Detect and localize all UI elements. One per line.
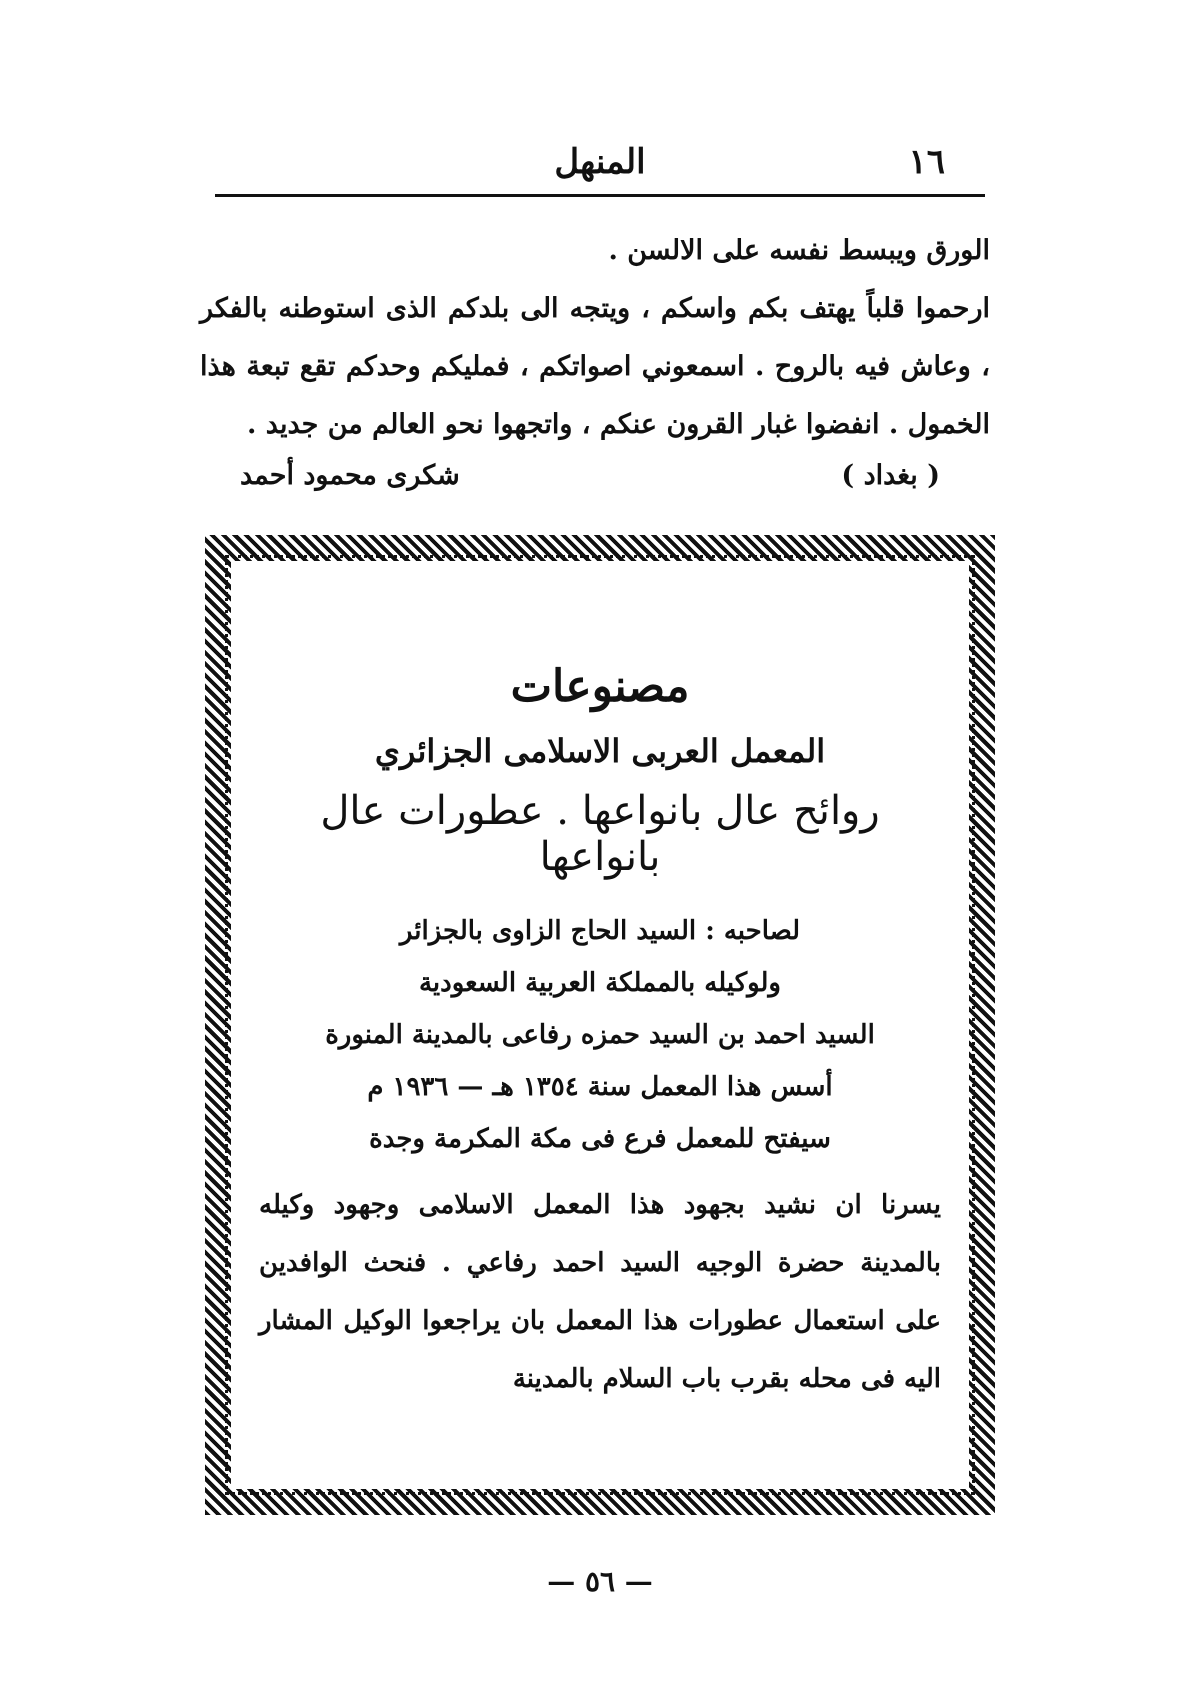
ad-tagline: روائح عال بانواعها . عطورات عال بانواعها (320, 788, 880, 880)
ad-subtitle: المعمل العربى الاسلامى الجزائري (374, 732, 826, 770)
advertisement-box (205, 535, 995, 1515)
article-body (200, 222, 990, 454)
body-paragraph: الورق ويبسط نفسه على الالسن . (608, 235, 990, 266)
running-header (215, 138, 985, 197)
body-paragraph: ارحموا قلباً يهتف بكم واسكم ، ويتجه الى بلدكم الذى استوطنه بالفكر ، وعاش فيه بالروح . اسمعوني اصواتكم ، فمليكم وحدكم تقع تبعة هذا الخمول . انفضوا غبار القرون عنكم ، واتجهوا نحو العالم من جديد . (200, 293, 990, 440)
advertisement-content (259, 601, 941, 1449)
footer-page-number: — ٥٦ — (547, 1565, 653, 1598)
ad-title: مصنوعات (510, 661, 690, 712)
ad-paragraph: يسرنا ان نشيد بجهود هذا المعمل الاسلامى وجهود وكيله بالمدينة حضرة الوجيه السيد احمد رفاعي . فنحث الوافدين على استعمال عطورات هذا المعمل بان يراجعوا الوكيل المشار اليه فى محله بقرب باب السلام بالمدينة (259, 1190, 941, 1394)
signature-author: شكرى محمود أحمد (240, 460, 460, 491)
ad-agent-name: السيد احمد بن السيد حمزه رفاعى بالمدينة المنورة (325, 1020, 875, 1050)
signature-place: ( بغداد ) (841, 460, 940, 491)
journal-title: المنهل (554, 142, 646, 182)
signature-line (240, 460, 940, 510)
ad-branch: سيفتح للمعمل فرع فى مكة المكرمة وجدة (369, 1124, 831, 1154)
ad-agent-intro: ولوكيله بالمملكة العربية السعودية (418, 968, 781, 998)
ad-owner: لصاحبه : السيد الحاج الزاوى بالجزائر (399, 916, 801, 946)
header-page-number: ١٦ (908, 142, 945, 182)
ad-founded: أسس هذا المعمل سنة ١٣٥٤ هـ — ١٩٣٦ م (367, 1072, 833, 1102)
